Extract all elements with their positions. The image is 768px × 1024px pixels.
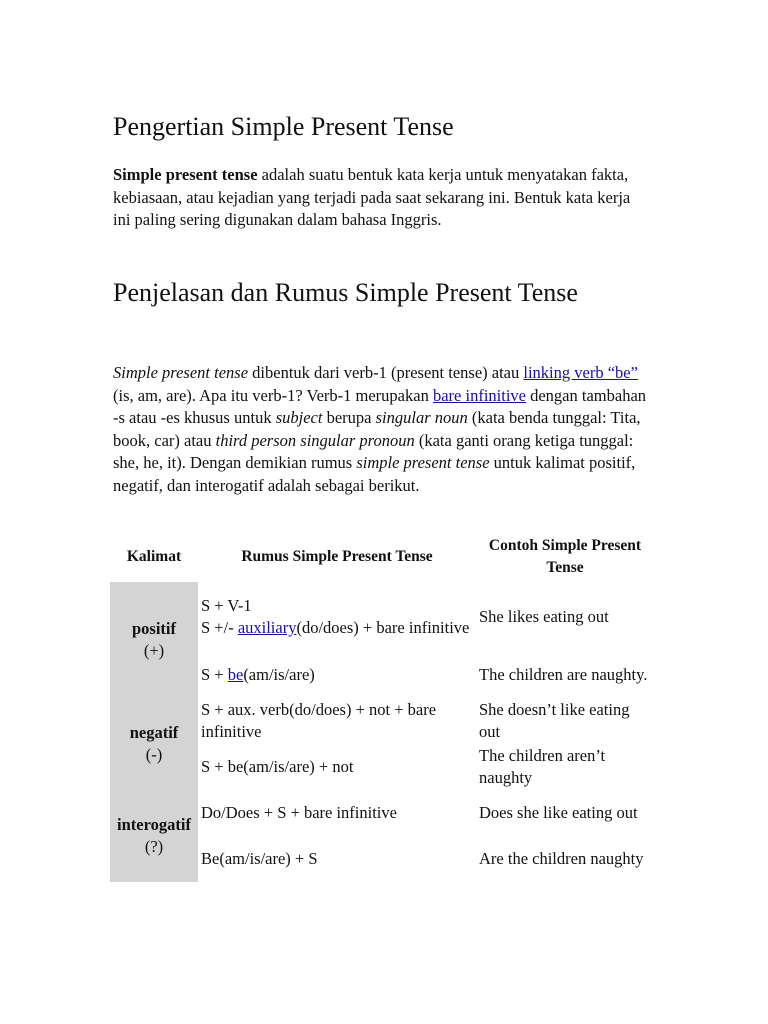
formula-text: S + <box>201 664 228 684</box>
text-seg: dengan tambahan -s atau -es khusus untuk <box>113 385 647 427</box>
text-seg: (is, am, are). Apa itu verb-1? Verb-1 merupakan <box>113 385 433 405</box>
text-seg: dibentuk dari verb-1 (present tense) atau <box>248 363 524 382</box>
example-cell: She doesn’t like eating out <box>479 699 630 741</box>
auxiliary-link[interactable]: auxiliary <box>237 618 297 637</box>
group-label: positif <box>131 618 176 638</box>
page-title: Pengertian Simple Present Tense <box>113 112 454 141</box>
intro-paragraph <box>113 164 633 232</box>
formula-cell: S + be(am/is/are) + not <box>201 756 354 776</box>
group-sign: (-) <box>145 745 163 764</box>
table-row <box>110 698 654 744</box>
header-contoh: Contoh Simple Present Tense <box>488 536 642 576</box>
section-heading: Penjelasan dan Rumus Simple Present Tense <box>113 278 578 307</box>
text-seg: third person singular pronoun <box>215 430 415 450</box>
text-seg: (kata ganti orang ketiga tunggal: she, he, it). Dengan demikian rumus <box>113 430 634 472</box>
formula-cell: S + aux. verb(do/does) + not + bare infinitive <box>201 699 437 741</box>
intro-text: adalah suatu bentuk kata kerja untuk menyatakan fakta, kebiasaan, atau kejadian yang terjadi pada saat sekarang ini. Bentuk kata kerja ini paling sering digunakan dalam bahasa Inggris. <box>113 165 631 229</box>
intro-term: Simple present tense <box>113 165 258 184</box>
formula-text: (am/is/are) <box>243 664 315 684</box>
table-header-row <box>110 532 654 582</box>
linking-verb-link[interactable]: linking verb “be” <box>523 363 638 382</box>
text-seg: singular noun <box>375 408 468 427</box>
formula-text: (do/does) + bare infinitive <box>296 618 470 637</box>
formula-cell: Be(am/is/are) + S <box>201 848 318 868</box>
tense-table <box>110 532 654 882</box>
group-label: negatif <box>129 722 179 742</box>
group-negatif <box>110 698 198 790</box>
header-rumus: Rumus Simple Present Tense <box>241 547 433 565</box>
formula-text: S +/- <box>201 618 238 637</box>
text-seg: berupa <box>322 408 376 427</box>
table-row <box>110 790 654 836</box>
table-row <box>110 582 654 652</box>
example-cell: She likes eating out <box>479 606 609 626</box>
example-cell: The children are naughty. <box>479 664 648 684</box>
explanation-paragraph <box>113 362 653 497</box>
group-interogatif <box>110 790 198 882</box>
formula-cell: Do/Does + S + bare infinitive <box>201 802 397 822</box>
header-kalimat: Kalimat <box>126 547 182 565</box>
group-label: interogatif <box>117 814 191 834</box>
text-seg: untuk kalimat positif, negatif, dan interogatif adalah sebagai berikut. <box>113 453 636 495</box>
example-cell: Does she like eating out <box>479 802 638 822</box>
formula-text: S + V-1 <box>201 595 252 615</box>
formula-cell <box>198 652 476 698</box>
formula-cell <box>198 582 476 652</box>
group-positif <box>110 582 198 698</box>
text-seg: Simple present tense <box>113 363 249 382</box>
example-cell: The children aren’t naughty <box>479 745 606 787</box>
text-seg: simple present tense <box>356 453 490 472</box>
group-sign: (?) <box>144 837 164 856</box>
bare-infinitive-link[interactable]: bare infinitive <box>432 385 526 405</box>
text-seg: (kata benda tunggal: Tita, book, car) atau <box>113 408 641 450</box>
be-link[interactable]: be <box>227 664 244 684</box>
example-cell: Are the children naughty <box>479 848 644 868</box>
text-seg: subject <box>275 408 323 427</box>
group-sign: (+) <box>143 641 165 660</box>
